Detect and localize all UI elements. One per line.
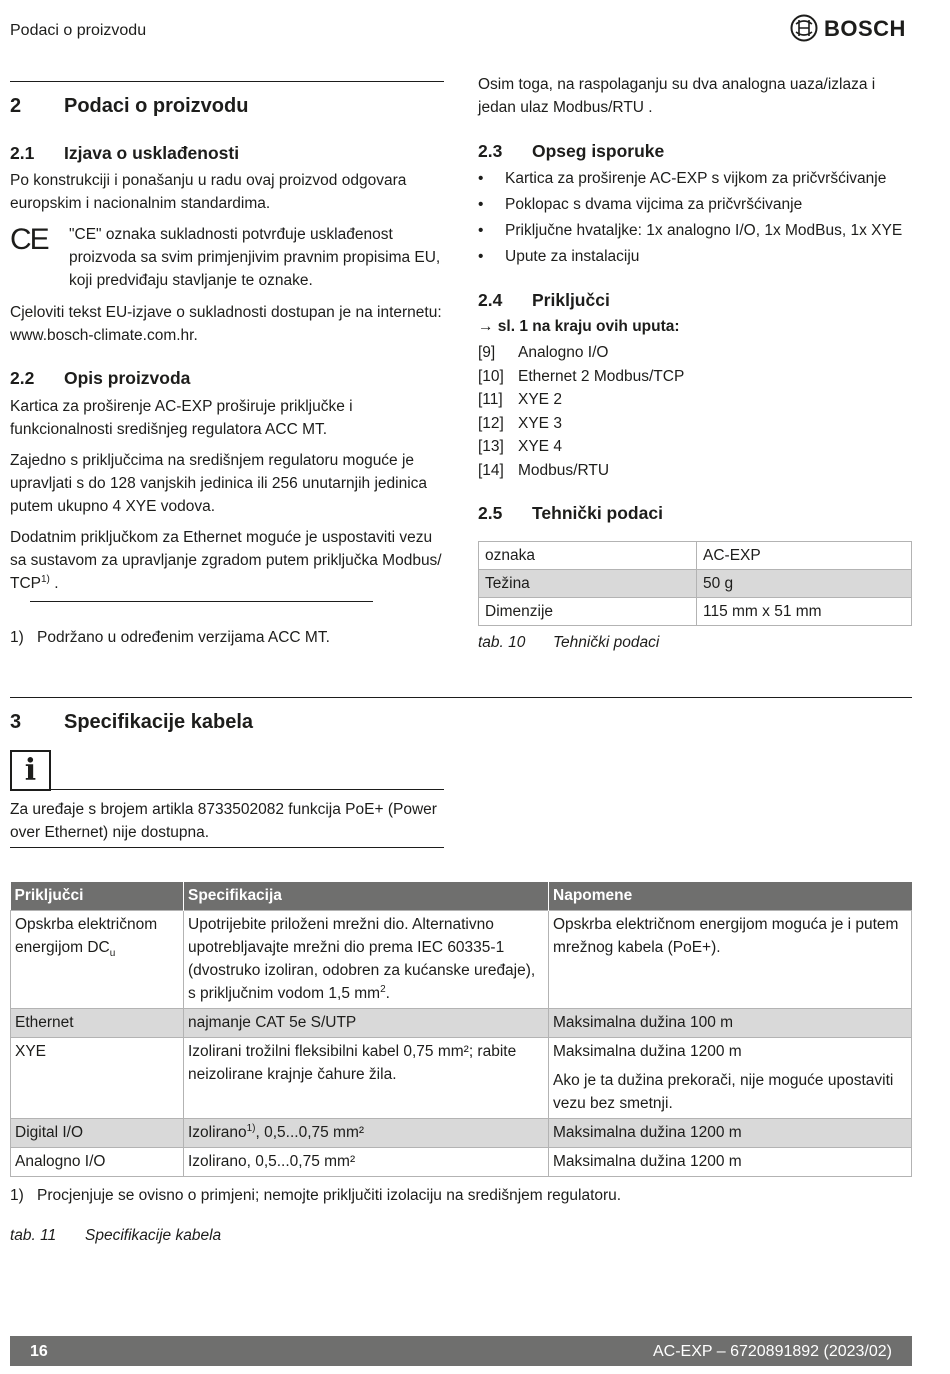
ref-label: XYE 3 xyxy=(518,414,562,432)
analog-io-paragraph: Osim toga, na raspolaganju su dva analogna uaza/izlaza i jedan ulaz Modbus/RTU . xyxy=(478,76,876,116)
section-title: Podaci o proizvodu xyxy=(64,95,249,117)
connections-paragraph: Zajedno s priključcima na središnjem regulatoru moguće je upravljati s do 128 vanjskih jedinica ili 256 unutarnjih jedinica putem ukupno 4 XYE vodova. xyxy=(10,452,428,515)
ref-label: Analogno I/O xyxy=(518,344,609,361)
table-cell: 115 mm x 51 mm xyxy=(697,598,912,626)
ce-mark-icon: CE xyxy=(10,223,48,256)
subsection-title: Izjava o usklađenosti xyxy=(64,143,240,163)
table-cell: Maksimalna dužina 1200 m xyxy=(549,1147,912,1176)
figure-reference: → sl. 1 na kraju ovih uputa: xyxy=(478,318,680,335)
table-row xyxy=(11,1118,912,1147)
subsection-2-5-heading xyxy=(478,502,663,525)
section-title: Specifikacije kabela xyxy=(64,711,254,733)
document-id: AC-EXP – 6720891892 (2023/02) xyxy=(653,1342,892,1360)
list-item xyxy=(478,459,684,483)
info-rule xyxy=(51,789,444,790)
ref-label: Modbus/RTU xyxy=(518,461,610,479)
table-cell: Maksimalna dužina 1200 m xyxy=(549,1118,912,1147)
bosch-logo xyxy=(790,14,906,42)
ethernet-paragraph-text: Dodatnim priključkom za Ethernet moguće je uspostaviti vezu sa sustavom za upravljanje zgradom putem priključka Modbus/ xyxy=(10,529,442,569)
table-row xyxy=(11,1147,912,1176)
section-3-heading xyxy=(10,711,253,734)
cell-text: Izolirano xyxy=(188,1123,247,1141)
subsection-number: 2.1 xyxy=(10,143,35,163)
table-cell: XYE xyxy=(11,1037,184,1118)
footnote-rule xyxy=(30,601,373,602)
subsection-2-3-heading xyxy=(478,140,664,163)
list-item: • Kartica za proširenje AC-EXP s vijkom za pričvršćivanje xyxy=(478,166,918,192)
footnote-ref: 1) xyxy=(246,1122,256,1134)
table-cell: Maksimalna dužina 100 m xyxy=(549,1008,912,1037)
cable-spec-table xyxy=(10,882,912,1177)
footnote-number: 1) xyxy=(10,1187,24,1204)
table-caption xyxy=(478,631,659,654)
product-description-paragraph: Kartica za proširenje AC-EXP proširuje priključke i funkcionalnosti središnjeg regulatora ACC MT. xyxy=(10,398,353,438)
ref-number: [9] xyxy=(478,344,496,361)
column-header: Napomene xyxy=(549,882,912,910)
table-cell: Opskrba električnom energijom moguća je i putem mrežnog kabela (PoE+). xyxy=(549,910,912,1008)
column-header: Specifikacija xyxy=(184,882,549,910)
table-cell xyxy=(184,1118,549,1147)
ref-label: XYE 4 xyxy=(518,438,562,455)
subsection-number: 2.3 xyxy=(478,141,503,161)
footnote-number: 1) xyxy=(10,629,24,646)
list-item: • Priključne hvataljke: 1x analogno I/O, 1x ModBus, 1x XYE xyxy=(478,218,918,244)
bosch-armature-icon xyxy=(790,14,818,42)
page-footer xyxy=(10,1336,912,1366)
info-icon xyxy=(10,750,51,791)
list-item: • Upute za instalaciju xyxy=(478,244,918,270)
ethernet-paragraph-end: TCP xyxy=(10,575,41,592)
column-header: Priključci xyxy=(11,882,184,910)
table-cell xyxy=(549,1037,912,1118)
subsection-2-2-heading xyxy=(10,367,190,390)
info-text: Za uređaje s brojem artikla 8733502082 funkcija PoE+ (Power over Ethernet) nije dostupna. xyxy=(10,801,437,841)
page-number: 16 xyxy=(30,1342,48,1360)
cell-text: Maksimalna dužina 1200 m xyxy=(553,1042,742,1060)
table-cell: Izolirano, 0,5...0,75 mm² xyxy=(184,1147,549,1176)
table-cell: oznaka xyxy=(479,542,697,570)
ref-number: [14] xyxy=(478,461,504,479)
table-row xyxy=(11,1008,912,1037)
section-rule xyxy=(10,697,912,698)
table-cell: Dimenzije xyxy=(479,598,697,626)
connections-list xyxy=(478,341,684,482)
bosch-wordmark: BOSCH xyxy=(824,15,906,41)
subsection-number: 2.5 xyxy=(478,503,503,523)
caption-number: tab. 11 xyxy=(10,1227,57,1244)
subsection-title: Opseg isporuke xyxy=(532,141,665,161)
ref-number: [13] xyxy=(478,438,504,455)
footnote-text: Podržano u određenim verzijama ACC MT. xyxy=(37,629,330,646)
technical-data-table xyxy=(478,541,912,626)
ref-number: [12] xyxy=(478,414,504,432)
footnote xyxy=(10,626,444,649)
subsection-number: 2.4 xyxy=(478,290,503,310)
superscript: 2 xyxy=(380,983,386,995)
table-caption xyxy=(10,1224,221,1247)
table-cell: Izolirani trožilni fleksibilni kabel 0,75 mm²; rabite neizolirane krajnje čahure žila. xyxy=(184,1037,549,1118)
list-item xyxy=(478,341,684,365)
cell-text: Upotrijebite priloženi mrežni dio. Alternativno upotrebljavajte mrežni dio prema IEC 60335-1 (dvostruko izoliran, odobren za kućanske uređaje), s priključnim vodom 1,5 mm xyxy=(188,915,536,1002)
ethernet-paragraph-tail: . xyxy=(49,575,59,592)
table-header-row xyxy=(11,882,912,910)
section-rule xyxy=(10,81,444,82)
info-rule-bottom xyxy=(10,847,444,848)
table-cell: Digital I/O xyxy=(11,1118,184,1147)
table-footnote xyxy=(10,1184,910,1207)
list-item: • Poklopac s dvama vijcima za pričvršćivanje xyxy=(478,192,918,218)
caption-text: Specifikacije kabela xyxy=(85,1227,222,1244)
table-row xyxy=(11,910,912,1008)
cell-text: Opskrba električnom energijom DC xyxy=(15,915,158,956)
subsection-title: Opis proizvoda xyxy=(64,368,191,388)
list-item xyxy=(478,435,684,459)
subsection-title: Tehnički podaci xyxy=(532,503,663,523)
table-row xyxy=(11,1037,912,1118)
table-cell xyxy=(11,910,184,1008)
table-cell xyxy=(184,910,549,1008)
table-cell: 50 g xyxy=(697,570,912,598)
list-item xyxy=(478,388,684,412)
ref-label: XYE 2 xyxy=(518,391,562,408)
ref-number: [11] xyxy=(478,391,503,408)
ce-text: "CE" oznaka sukladnosti potvrđuje usklađenost proizvoda sa svim primjenjivim pravnim propisima EU, koji predviđaju stavljanje te oznake. xyxy=(69,226,441,289)
table-cell: Analogno I/O xyxy=(11,1147,184,1176)
subscript: u xyxy=(109,947,116,959)
list-item xyxy=(478,412,684,436)
section-2-heading xyxy=(10,95,248,118)
subsection-title: Priključci xyxy=(532,290,610,310)
table-row xyxy=(479,542,912,570)
table-row xyxy=(479,570,912,598)
ref-label: Ethernet 2 Modbus/TCP xyxy=(518,367,685,385)
table-cell: Težina xyxy=(479,570,697,598)
footnote-ref: 1) xyxy=(41,573,50,585)
section-number: 2 xyxy=(10,95,22,117)
subsection-number: 2.2 xyxy=(10,368,35,388)
subsection-2-4-heading xyxy=(478,289,610,312)
table-cell: Ethernet xyxy=(11,1008,184,1037)
table-cell: najmanje CAT 5e S/UTP xyxy=(184,1008,549,1037)
caption-text: Tehnički podaci xyxy=(553,634,660,651)
section-number: 3 xyxy=(10,711,22,733)
cell-tail: , 0,5...0,75 mm² xyxy=(255,1123,365,1141)
caption-number: tab. 10 xyxy=(478,634,526,651)
info-glyph: i xyxy=(24,753,37,788)
eu-declaration-paragraph: Cjeloviti tekst EU-izjave o sukladnosti dostupan je na internetu: www.bosch-climate.com.hr. xyxy=(10,304,442,344)
delivery-scope-list xyxy=(478,166,918,270)
list-item xyxy=(478,365,684,389)
ref-number: [10] xyxy=(478,367,504,385)
conformity-paragraph: Po konstrukciji i ponašanju u radu ovaj proizvod odgovara europskim i nacionalnim standardima. xyxy=(10,172,407,212)
footnote-text: Procjenjuje se ovisno o primjeni; nemojte priključiti izolaciju na središnjem regulatoru. xyxy=(37,1187,622,1204)
ethernet-paragraph xyxy=(10,526,444,595)
running-title: Podaci o proizvodu xyxy=(10,22,147,39)
cell-text: Ako je ta dužina prekorači, nije moguće upostaviti vezu bez smetnji. xyxy=(553,1071,894,1112)
subsection-2-1-heading xyxy=(10,142,239,165)
cell-tail: . xyxy=(385,984,390,1002)
table-row xyxy=(479,598,912,626)
table-cell: AC-EXP xyxy=(697,542,912,570)
